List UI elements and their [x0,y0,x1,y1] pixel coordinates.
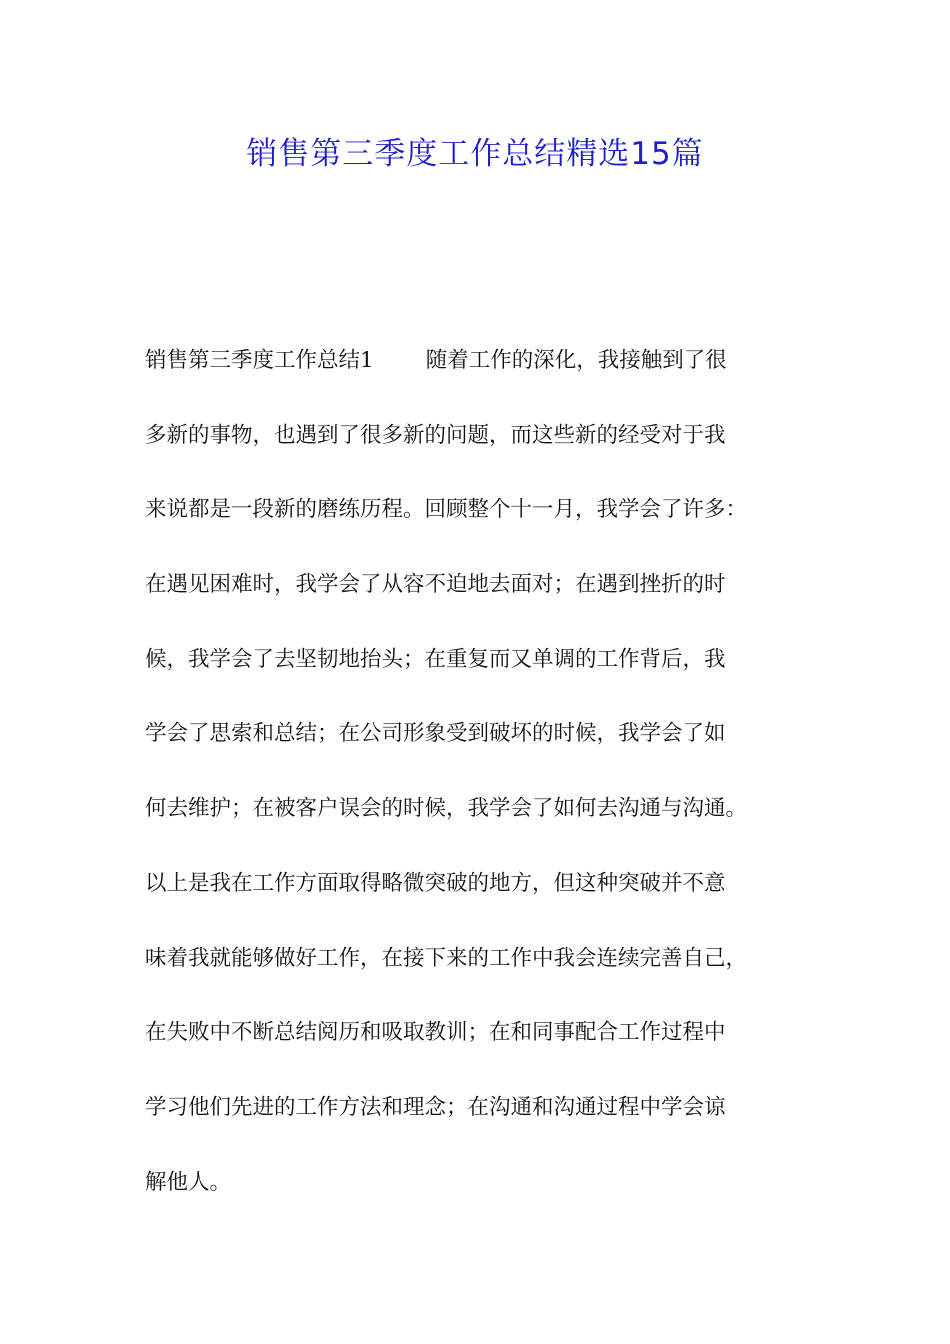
paragraph-line-5: 候，我学会了去坚韧地抬头；在重复而又单调的工作背后，我 [145,646,726,672]
paragraph-line-4: 在遇见困难时，我学会了从容不迫地去面对；在遇到挫折的时 [145,572,726,598]
paragraph-line-10: 在失败中不断总结阅历和吸取教训；在和同事配合工作过程中 [145,1020,726,1046]
paragraph-line-9: 味着我就能够做好工作，在接下来的工作中我会连续完善自己， [145,945,748,971]
paragraph-line-8: 以上是我在工作方面取得略微突破的地方，但这种突破并不意 [145,870,726,896]
paragraph-line-1-text: 随着工作的深化，我接触到了很 [425,348,727,373]
paragraph-line-6: 学会了思索和总结；在公司形象受到破坏的时候，我学会了如 [145,721,726,747]
section-heading: 销售第三季度工作总结1 [145,348,374,373]
paragraph-line-3: 来说都是一段新的磨练历程。回顾整个十一月，我学会了许多： [145,497,748,523]
paragraph-line-11: 学习他们先进的工作方法和理念；在沟通和沟通过程中学会谅 [145,1094,726,1120]
document-title: 销售第三季度工作总结精选15篇 [246,136,704,172]
paragraph-line-12: 解他人。 [145,1169,232,1195]
paragraph-line-1 [145,341,835,416]
document-body [145,341,835,1237]
paragraph-line-2: 多新的事物，也遇到了很多新的问题，而这些新的经受对于我 [145,422,726,448]
paragraph-line-7: 何去维护；在被客户误会的时候，我学会了如何去沟通与沟通。 [145,796,748,822]
